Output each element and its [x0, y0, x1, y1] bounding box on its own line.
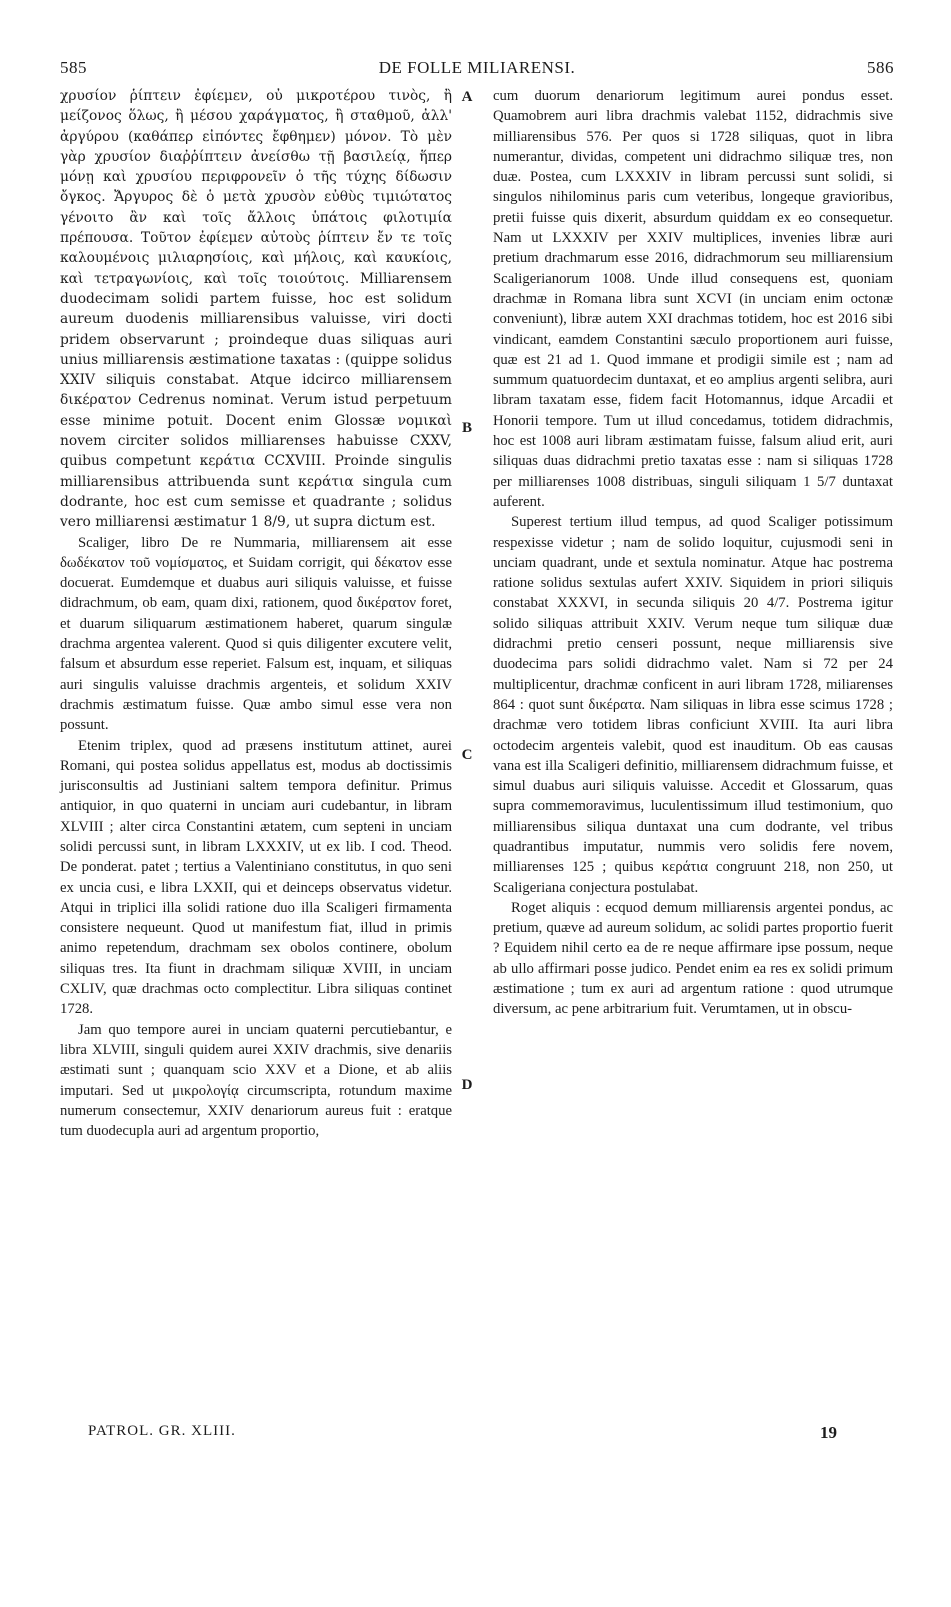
- margin-marker-a: A: [461, 89, 473, 105]
- page-number-left: 585: [60, 58, 87, 77]
- margin-marker-b: B: [461, 420, 472, 436]
- running-title: DE FOLLE MILIARENSI.: [378, 58, 576, 77]
- margin-marker-c: C: [461, 747, 473, 763]
- paragraph-roget: Roget aliquis : ecquod demum milliarensis argentei pondus, ac pretium, quæve ad aureum solidum, ac solidi partes proportio fuerit ? Equidem nihil certo ea de re neque affirmare ipse possum, neque ab ullo affirmari posse judico. Pendet enim ea res ex solidi primum æstimatione ; tum ex auri ad argentum ratione : quod utrumque diversum, ac pene arbitrarium fuit. Verumtamen, ut in obscu-: [493, 899, 893, 1018]
- greek-paragraph: χρυσίον ῥίπτειν ἐφίεμεν, οὐ μικροτέρου τινὸς, ἢ μείζονος ὅλως, ἢ μέσου χαράγματος, ἢ σταθμοῦ, ἀλλ' ἀργύρου (καθάπερ εἰπόντες ἔφθημεν) μόνον. Τὸ μὲν γὰρ χρυσίον διαῤῥίπτειν ἀνείσθω τῇ βασιλείᾳ, ἥπερ μόνῃ καὶ χρυσίου περιφρονεῖν ὁ τῆς τύχης δίδωσιν ὄγκος. Ἄργυρος δὲ ὁ μετὰ χρυσὸν εὐθὺς τιμιώτατος γένοιτο ἂν καὶ τοῖς ἄλλοις ὑπάτοις φιλοτιμία πρέπουσα. Τοῦτον ἐφίεμεν αὐτοὺς ῥίπτειν ἔν τε τοῖς καλουμένοις μιλιαρησίοις, καὶ μήλοις, καὶ καυκίοις, καὶ τετραγωνίοις, καὶ τοῖς τοιούτοις. Milliarensem duodecimam solidi partem fuisse, hoc est solidum aureum duodenis milliarensibus valuisse, viri docti pridem observarunt ; proindeque duas siliquas auri unius milliarensis æstimatione taxatas : (quippe solidus XXIV siliquis constabat. Atque idcirco milliarensem δικέρατον Cedrenus nominat. Verum istud perpetuum esse minime potuit. Docent enim Glossæ νομικαὶ novem circiter solidos milliarenses habuisse CXXV, quibus competunt κεράτια CCXVIII. Proinde singulis milliarensibus attribuenda sunt κεράτια singula cum dodrante, hoc est cum semisse et quadrante ; solidus vero milliarensi æstimatur 1 8/9, ut supra dictum est.: [60, 88, 452, 531]
- paragraph-scaliger: Scaliger, libro De re Nummaria, milliarensem ait esse δωδέκατον τοῦ νομίσματος, et Suidam corrigit, qui δέκατον esse docuerat. Eumdemque et duabus auri siliquis valuisse, et fuisse didrachmum, ob eam, quam dixi, rationem, quod δικέρατον foret, et duarum siliquarum æstimationem haberet, quarum singulæ drachma argentea valerent. Quod si quis diligenter excutere velit, falsum et absurdum esse reperiet. Falsum est, inquam, et siliquas auri singulis valuisse drachmis argenteis, et solidum XXIV drachmis æstimatum fuisse. Quæ ambo simul esse vera non possunt.: [60, 534, 452, 734]
- paragraph-etenim: Etenim triplex, quod ad præsens institutum attinet, aurei Romani, qui postea solidus appellatus est, modus ab doctissimis jurisconsultis ad Justiniani saltem tempora definitur. Primus antiquior, in quo quaterni in unciam auri cudebantur, in libram XLVIII ; alter circa Constantini ætatem, cum septeni in unciam solidi percussi sunt, in libram LXXXIV, ut ex lib. I cod. Theod. De ponderat. patet ; tertius a Valentiniano constitutus, in quo seni ex uncia cusi, e libra LXXII, qui et deinceps observatus videtur. Atqui in triplici illa solidi ratione duo illa Scaligeri firmamenta consistere nequeunt. Quod ut manifestum fiat, illud in primis animo repetendum, drachmam sex obolos continere, obolum siliquas tres. Ita fiunt in drachmam siliquæ XVIII, in unciam CXLIV, quæ drachmas octo complectitur. Libra siliquas continet 1728.: [60, 737, 452, 1018]
- right-column: [493, 86, 893, 1020]
- signature-line: PATROL. GR. XLIII.: [88, 1423, 236, 1439]
- running-header: [60, 58, 894, 82]
- page-number-right: 586: [867, 58, 894, 77]
- paragraph-jam: Jam quo tempore aurei in unciam quaterni percutiebantur, e libra XLVIII, singuli quidem aurei XXIV drachmis, sive denariis æstimati sunt ; quanquam scio XXV et a Dione, et ab aliis imputari. Sed ut μικρολογίᾳ circumscripta, rotundum maxime numerum consectemur, XXIV denariorum aureus fuit : eratque tum duodecupla auri ad argentum proportio,: [60, 1021, 452, 1140]
- left-column: [60, 86, 452, 1141]
- margin-marker-d: D: [461, 1077, 473, 1093]
- paragraph-superest: Superest tertium illud tempus, ad quod Scaliger potissimum respexisse videtur ; nam de solido loquitur, cujusmodi seni in unciam quadrant, unde et sextula nominatur. Atque hac postrema ratione solidus sextulas aufert XXIV. Siquidem in priori siliquis constabat XXXVI, in secunda siliquis 20 4/7. Postrema igitur solido siliquas attribuit XXIV. Verum neque tum siliquæ duæ didrachmi pretio censeri possunt, neque milliarensis sive duodecima pars solidi didrachmo valet. Nam si 72 per 24 multiplicentur, drachmæ conficent in auri libram 1728, miliarenses 864 : quot sunt δικέρατα. Nam siliquas in libra esse scimus 1728 ; drachmæ vero totidem libras conficiunt XVIII. Ita auri libra octodecim argenteis valebit, quod est inauditum. Ob eas causas vana est illa Scaligeri definitio, milliarensem didrachmum fuisse, et simul duabus auri siliquis valuisse. Accedit et Glossarum, quas supra commemoravimus, luculentissimum illud testimonium, quo milliarensibus siliqua duntaxat una cum dodrante, vel tribus quadrantibus imputatur, nummis vero solidis fere novem, milliarenses 125 ; quibus κεράτια congruunt 218, non 250, ut Scaligeriana conjectura postulabat.: [493, 514, 893, 896]
- paragraph-cum: cum duorum denariorum legitimum aurei pondus esset. Quamobrem auri libra drachmis valebat 1152, didrachmis sive milliarensibus 576. Per quos si 1728 siliquas, quot in libra numerantur, dividas, competent uni didrachmo siliquæ tres, non duæ. Postea, cum LXXXIV in libram percussi sunt solidi, si singulos nihilominus paris cum veteribus, longeque gravioribus, pretii fuisse quis dixerit, absurdum quiddam ex eo consequetur. Nam ut LXXXIV per XXIV multiplices, invenies libræ auri pretium drachmarum esse 2016, didrachmorum seu milliarensium Scaligerianorum 1008. Unde illud consequens est, quoniam drachmæ in Romana libra sunt XCVI (in unciam enim octonæ conveniunt), libræ autem XXI drachmas totidem, hoc est 2016 sibi vindicant, eamdem Constantini sæculo proportionem auri fuisse, quæ est 21 ad 1. Quod immane et prodigii simile est ; nam ad summum quatuordecim duntaxat, et eo amplius argenti selibra, auri libram taxatam esse, fidem facit Hotomannus, idque Arcadii et Honorii tempore. Tum ut illud concedamus, totidem didrachmis, hoc est 1008 auri libram æstimatam fuisse, falsum aliud erit, auri siliquas duas didrachmi pretio taxatas esse : nam si siliquas 1728 per milliarenses 1008 distribuas, singuli siliquam 1 5/7 duntaxat auferent.: [493, 88, 893, 510]
- page-footer: [60, 1423, 894, 1445]
- gathering-number: 19: [820, 1423, 837, 1442]
